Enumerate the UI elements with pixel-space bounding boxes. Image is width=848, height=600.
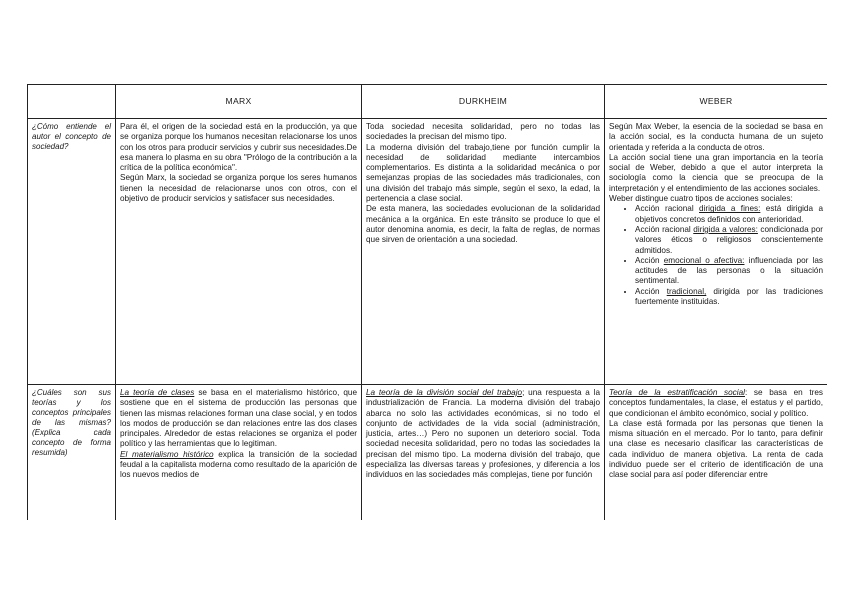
list-item: • Acción emocional o afectiva: influenciada por las actitudes de las personas o la situación sentimental. — [635, 256, 823, 287]
header-weber: WEBER — [605, 85, 827, 119]
durkheim-society-p2: La moderna división del trabajo,tiene por función cumplir la necesidad de solidaridad mediante intercambios complementarios. Es distinta a la solidaridad mecánica o por semejanzas propias de las sociedades más tradicionales, con una división del trabajo más simple, según el sexo, la edad, la pertenencia a clase social. — [366, 142, 600, 204]
marx-theories-cell — [116, 385, 362, 520]
list-item: • Acción racional dirigida a valores: condicionada por valores éticos o religiosos conscientemente admitidos. — [635, 225, 823, 256]
marx-society-p2: Según Marx, la sociedad se organiza porque los seres humanos tienen la necesidad de relacionarse unos con otros, con el objetivo de producir servicios y satisfacer sus necesidades. — [120, 173, 357, 204]
weber-society-cell — [605, 119, 827, 385]
weber-society-p2: La acción social tiene una gran importancia en la teoría social de Weber, debido a que el autor interpreta la sociología como la ciencia que se preocupa de la interpretación y el entendimiento de las acciones sociales. — [609, 152, 823, 193]
durkheim-theories-p1: La teoría de la división social del trabajo; una respuesta a la industrialización de Francia. La moderna división del trabajo abarca no solo las actividades económicas, si no todo el conjunto de actividades de la vida social (administración, justicia, artes…) Pero no suponen un deterioro social. Toda sociedad necesita solidaridad, pero no todas las sociedades la precisan del mismo tipo. La moderna división del trabajo, que especializa las diversas tareas y profesiones, y diferencia a los individuos en las sociedades más complejas, tiene por función — [366, 388, 600, 480]
weber-society-p3: Weber distingue cuatro tipos de acciones sociales: — [609, 194, 793, 204]
marx-theories-p2: El materialismo histórico explica la transición de la sociedad feudal a la capitalista moderna como resultado de la aparición de los nuevos medios de — [120, 449, 357, 480]
list-item: • Acción racional dirigida a fines: está dirigida a objetivos concretos definidos con anterioridad. — [635, 204, 823, 225]
marx-theories-p1: La teoría de clases se basa en el materialismo histórico, que sostiene que en el sistema de producción las personas que tienen las mismas relaciones forman una clase social, y en todos los modos de producción se dan relaciones entre las dos clases principales. Alrededor de estas relaciones se organiza el poder político y las herramientas que lo legitiman. — [120, 388, 357, 449]
header-empty-cell — [28, 85, 116, 119]
durkheim-theories-cell — [362, 385, 605, 520]
durkheim-society-cell — [362, 119, 605, 385]
weber-theories-p2: La clase está formada por las personas que tienen la misma situación en el mercado. Por lo tanto, para definir una clase es necesario clasificar las características de cada individuo de manera objetiva. La renta de cada individuo puede ser el criterio de identificación de una clase social para así poder diferenciar entre — [609, 418, 823, 480]
durkheim-society-p3: De esta manera, las sociedades evolucionan de la solidaridad mecánica a la orgánica. En este tránsito se produce lo que el autor denomina anomia, es decir, la falta de reglas, de normas que sirven de orientación a una sociedad. — [366, 204, 600, 245]
weber-society-p1: Según Max Weber, la esencia de la sociedad se basa en la acción social, es la conducta humana de un sujeto orientada y referida a la conducta de otros. — [609, 122, 823, 152]
durkheim-society-p1: Toda sociedad necesita solidaridad, pero no todas las sociedades la precisan del mismo tipo. — [366, 122, 600, 142]
marx-society-p1: Para él, el origen de la sociedad está en la producción, ya que se organiza porque los humanos necesitan relacionarse los unos con los otros para producir servicios y cubrir sus necesidades.De esa manera lo plasma en su obra "Prólogo de la contribución a la crítica de la política económica". — [120, 122, 357, 173]
question-society-concept: ¿Cómo entiende el autor el concepto de sociedad? — [28, 119, 116, 385]
header-marx: MARX — [116, 85, 362, 119]
comparison-table — [27, 84, 827, 520]
list-item: • Acción tradicional, dirigida por las tradiciones fuertemente instituidas. — [635, 287, 823, 308]
marx-society-cell — [116, 119, 362, 385]
weber-theories-cell — [605, 385, 827, 520]
weber-action-types-list — [609, 204, 823, 307]
header-durkheim: DURKHEIM — [362, 85, 605, 119]
weber-theories-p1: Teoría de la estratificación social: se basa en tres conceptos fundamentales, la clase, el estatus y el partido, que condicionan el ámbito económico, social y político. — [609, 388, 824, 418]
question-theories: ¿Cuáles son sus teorías y los conceptos principales de las mismas? (Explica cada concepto de forma resumida) — [28, 385, 116, 520]
